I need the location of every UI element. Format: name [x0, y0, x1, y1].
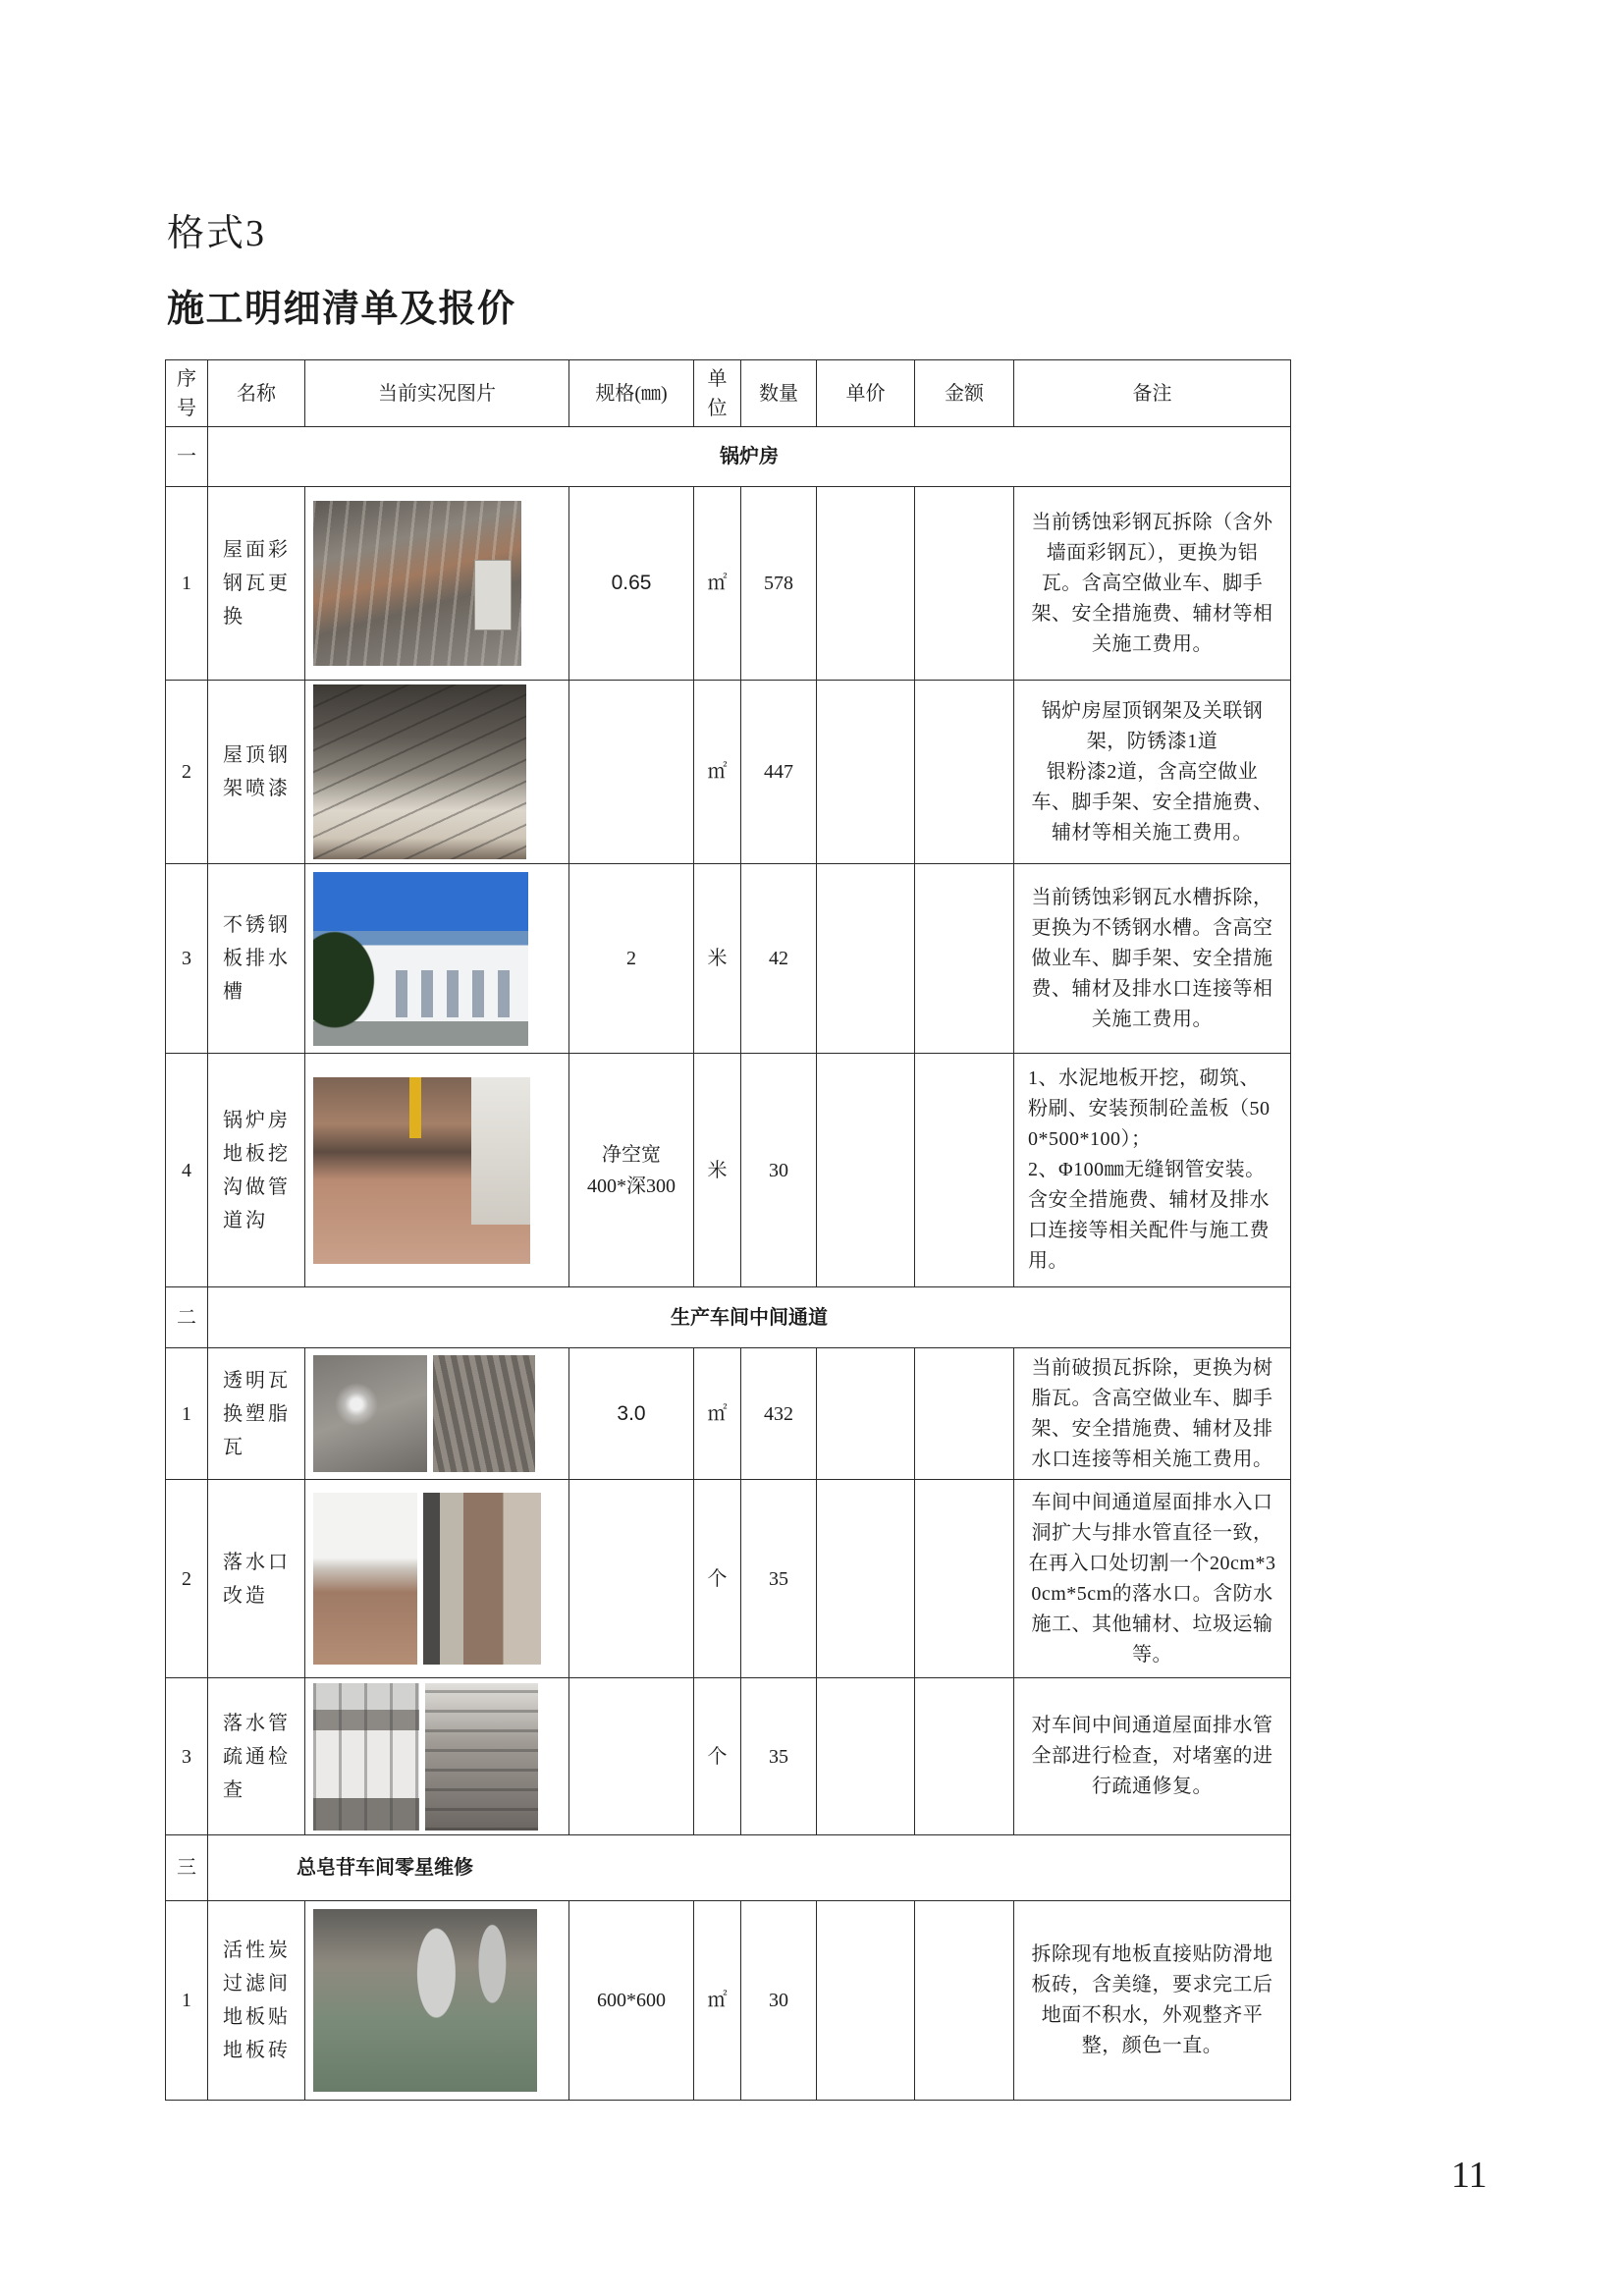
table-row: [166, 1480, 1291, 1678]
site-photo: [425, 1683, 538, 1831]
photo-group: [305, 872, 568, 1046]
photo-group: [305, 1909, 568, 2092]
remark-cell: [1014, 1348, 1291, 1480]
table-row: [166, 1901, 1291, 2101]
photo-group: [305, 1493, 568, 1665]
seq-cell: 1: [166, 487, 208, 681]
photo-cell: [305, 1678, 569, 1835]
remark-text: 拆除现有地板直接贴防滑地板砖，含美缝，要求完工后地面不积水，外观整齐平整，颜色一直。: [1031, 1943, 1273, 2056]
amount-cell: [915, 681, 1014, 864]
remark-text: 当前锈蚀彩钢瓦水槽拆除，更换为不锈钢水槽。含高空做业车、脚手架、安全措施费、辅材及排水口连接等相关施工费用。: [1031, 886, 1273, 1030]
remark-cell: [1014, 1678, 1291, 1835]
unit-cell: 个: [694, 1678, 741, 1835]
unit-cell: ㎡: [694, 487, 741, 681]
qty-cell: 42: [741, 864, 817, 1054]
table-row: [166, 681, 1291, 864]
item-name: 落水管疏通检查: [223, 1712, 291, 1801]
item-name-cell: [208, 1054, 305, 1287]
section-row: [166, 427, 1291, 487]
header-remark: 备注: [1014, 360, 1291, 427]
item-name-cell: [208, 1348, 305, 1480]
amount-cell: [915, 1678, 1014, 1835]
unit-price-cell: [817, 1901, 915, 2101]
photo-group: [305, 1355, 568, 1472]
spec-cell: 0.65: [569, 487, 694, 681]
seq-cell: 1: [166, 1901, 208, 2101]
seq-cell: 3: [166, 864, 208, 1054]
qty-cell: 432: [741, 1348, 817, 1480]
item-name: 落水口改造: [223, 1551, 291, 1607]
item-name: 透明瓦换塑脂瓦: [223, 1369, 291, 1458]
header-seq: 序号: [166, 360, 208, 427]
photo-cell: [305, 681, 569, 864]
spec-cell: 2: [569, 864, 694, 1054]
remark-cell: [1014, 1901, 1291, 2101]
item-name: 屋面彩钢瓦更换: [223, 539, 291, 628]
qty-cell: 30: [741, 1054, 817, 1287]
spec-cell: 净空宽 400*深300: [569, 1054, 694, 1287]
section-number: 三: [166, 1835, 208, 1901]
item-name-cell: [208, 681, 305, 864]
seq-cell: 2: [166, 1480, 208, 1678]
section-row: [166, 1287, 1291, 1348]
remark-cell: [1014, 681, 1291, 864]
item-name-cell: [208, 1901, 305, 2101]
qty-cell: 35: [741, 1678, 817, 1835]
amount-cell: [915, 1480, 1014, 1678]
item-name: 不锈钢板排水槽: [223, 914, 291, 1003]
quotation-table: [165, 359, 1291, 2101]
unit-price-cell: [817, 864, 915, 1054]
amount-cell: [915, 487, 1014, 681]
header-qty: 数量: [741, 360, 817, 427]
photo-group: [305, 1683, 568, 1831]
section-number: 二: [166, 1287, 208, 1348]
remark-text: 当前破损瓦拆除，更换为树脂瓦。含高空做业车、脚手架、安全措施费、辅材及排水口连接等相关施工费用。: [1031, 1356, 1273, 1470]
item-name: 屋顶钢架喷漆: [223, 744, 291, 799]
unit-cell: 个: [694, 1480, 741, 1678]
unit-price-cell: [817, 1054, 915, 1287]
section-title: 锅炉房: [208, 427, 1291, 487]
amount-cell: [915, 1054, 1014, 1287]
unit-price-cell: [817, 1480, 915, 1678]
header-name: 名称: [208, 360, 305, 427]
seq-cell: 3: [166, 1678, 208, 1835]
site-photo: [313, 872, 528, 1046]
format-label: 格式3: [167, 213, 267, 254]
site-photo: [313, 1909, 537, 2092]
table-row: [166, 1348, 1291, 1480]
site-photo: [313, 1077, 530, 1264]
header-amount: 金额: [915, 360, 1014, 427]
photo-detail: [474, 560, 512, 630]
unit-price-cell: [817, 487, 915, 681]
remark-text: 车间中间通道屋面排水入口洞扩大与排水管直径一致，在再入口处切割一个20cm*30cm*5cm的落水口。含防水施工、其他辅材、垃圾运输等。: [1028, 1491, 1276, 1666]
seq-cell: 1: [166, 1348, 208, 1480]
item-name-cell: [208, 864, 305, 1054]
photo-cell: [305, 1348, 569, 1480]
site-photo: [423, 1493, 541, 1665]
remark-text: 当前锈蚀彩钢瓦拆除（含外墙面彩钢瓦），更换为铝瓦。含高空做业车、脚手架、安全措施费、辅材等相关施工费用。: [1031, 511, 1273, 655]
spec-cell: [569, 1678, 694, 1835]
amount-cell: [915, 1348, 1014, 1480]
item-name-cell: [208, 1480, 305, 1678]
unit-price-cell: [817, 1348, 915, 1480]
photo-detail: [409, 1077, 421, 1138]
photo-cell: [305, 1901, 569, 2101]
site-photo: [313, 1493, 417, 1665]
section-number: 一: [166, 427, 208, 487]
photo-group: [305, 684, 568, 859]
spec-cell: [569, 1480, 694, 1678]
section-title: 总皂苷车间零星维修: [208, 1835, 1291, 1901]
remark-text: 对车间中间通道屋面排水管全部进行检查，对堵塞的进行疏通修复。: [1031, 1715, 1273, 1797]
site-photo: [313, 1355, 427, 1472]
header-unit-price: 单价: [817, 360, 915, 427]
header-unit: 单位: [694, 360, 741, 427]
item-name: 锅炉房地板挖沟做管道沟: [223, 1109, 291, 1231]
unit-cell: ㎡: [694, 681, 741, 864]
unit-price-cell: [817, 1678, 915, 1835]
unit-cell: ㎡: [694, 1348, 741, 1480]
site-photo: [313, 501, 521, 666]
unit-cell: ㎡: [694, 1901, 741, 2101]
amount-cell: [915, 1901, 1014, 2101]
table-row: [166, 1054, 1291, 1287]
header-photo: 当前实况图片: [305, 360, 569, 427]
site-photo: [313, 684, 526, 859]
table-row: [166, 487, 1291, 681]
photo-group: [305, 1077, 568, 1264]
site-photo: [313, 1683, 419, 1831]
photo-detail: [471, 1077, 530, 1225]
photo-cell: [305, 487, 569, 681]
section-row: [166, 1835, 1291, 1901]
page-title: 施工明细清单及报价: [167, 287, 516, 330]
spec-cell: 3.0: [569, 1348, 694, 1480]
photo-cell: [305, 864, 569, 1054]
qty-cell: 578: [741, 487, 817, 681]
site-photo: [433, 1355, 535, 1472]
remark-cell: [1014, 1054, 1291, 1287]
spec-cell: [569, 681, 694, 864]
remark-text: 1、水泥地板开挖，砌筑、粉刷、安装预制砼盖板（500*500*100）； 2、Φ100㎜无缝钢管安装。含安全措施费、辅材及排水口连接等相关配件与施工费用。: [1028, 1067, 1271, 1272]
table-row: [166, 864, 1291, 1054]
remark-cell: [1014, 1480, 1291, 1678]
amount-cell: [915, 864, 1014, 1054]
seq-cell: 4: [166, 1054, 208, 1287]
photo-group: [305, 501, 568, 666]
header-spec: 规格(㎜): [569, 360, 694, 427]
item-name-cell: [208, 487, 305, 681]
remark-text: 锅炉房屋顶钢架及关联钢架，防锈漆1道 银粉漆2道，含高空做业车、脚手架、安全措施费、辅材等相关施工费用。: [1031, 699, 1273, 844]
qty-cell: 447: [741, 681, 817, 864]
photo-cell: [305, 1480, 569, 1678]
spec-cell: 600*600: [569, 1901, 694, 2101]
item-name: 活性炭过滤间地板贴地板砖: [223, 1940, 291, 2061]
header-row: [166, 360, 1291, 427]
seq-cell: 2: [166, 681, 208, 864]
unit-cell: 米: [694, 864, 741, 1054]
section-title: 生产车间中间通道: [208, 1287, 1291, 1348]
unit-cell: 米: [694, 1054, 741, 1287]
photo-detail: [382, 970, 518, 1017]
page-number: 11: [1451, 2155, 1488, 2196]
photo-cell: [305, 1054, 569, 1287]
table-row: [166, 1678, 1291, 1835]
remark-cell: [1014, 864, 1291, 1054]
item-name-cell: [208, 1678, 305, 1835]
qty-cell: 35: [741, 1480, 817, 1678]
qty-cell: 30: [741, 1901, 817, 2101]
remark-cell: [1014, 487, 1291, 681]
unit-price-cell: [817, 681, 915, 864]
